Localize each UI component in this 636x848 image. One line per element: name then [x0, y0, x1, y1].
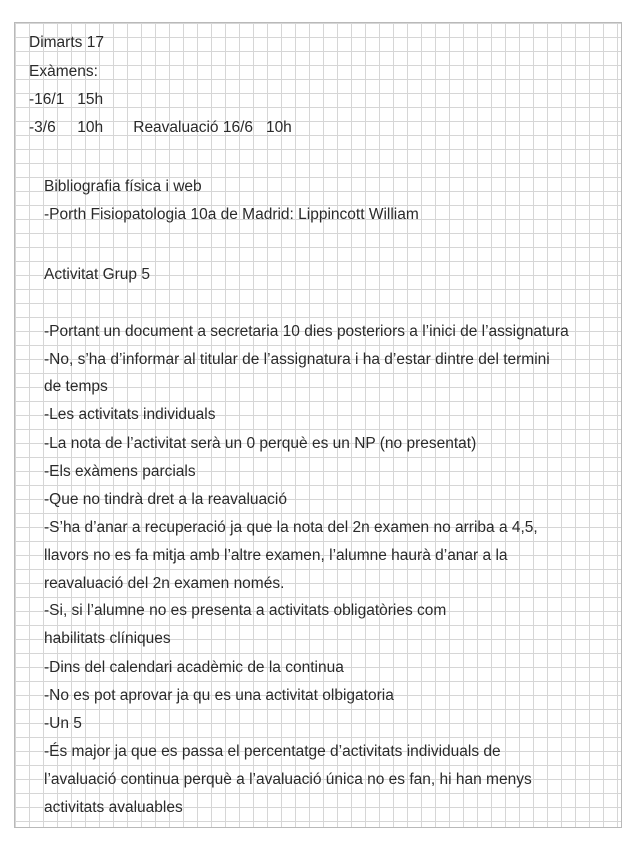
exams-label: Exàmens:	[29, 63, 98, 80]
answer-line: -Portant un document a secretaria 10 dies posteriors a l’inici de l’assignatura	[44, 323, 569, 340]
answer-line: llavors no es fa mitja amb l’altre examen, l’alumne haurà d’anar a la	[44, 547, 508, 564]
answer-line: -No es pot aprovar ja qu es una activitat olbigatoria	[44, 687, 394, 704]
answer-line: -Els exàmens parcials	[44, 463, 196, 480]
answer-line: -No, s’ha d’informar al titular de l’assignatura i ha d’estar dintre del termini	[44, 351, 550, 368]
answer-line: -La nota de l’activitat serà un 0 perquè es un NP (no presentat)	[44, 435, 477, 452]
answer-line: -Dins del calendari acadèmic de la continua	[44, 659, 344, 676]
answer-line: -Un 5	[44, 715, 82, 732]
answer-line: de temps	[44, 378, 108, 395]
answer-line: -És major ja que es passa el percentatge d’activitats individuals de	[44, 743, 501, 760]
answer-line: l’avaluació continua perquè a l’avaluació única no es fan, hi han menys	[44, 771, 532, 788]
answer-line: activitats avaluables	[44, 799, 183, 816]
exam-date-1: -16/1 15h	[29, 91, 104, 108]
date-heading: Dimarts 17	[29, 34, 104, 51]
answer-line: -Si, si l’alumne no es presenta a activitats obligatòries com	[44, 602, 447, 619]
answer-line: reavaluació del 2n examen només.	[44, 575, 285, 592]
activity-title: Activitat Grup 5	[44, 266, 150, 283]
answer-line: -S’ha d’anar a recuperació ja que la nota del 2n examen no arriba a 4,5,	[44, 519, 538, 536]
answer-line: -Que no tindrà dret a la reavaluació	[44, 491, 287, 508]
exam-date-2: -3/6 10h Reavaluació 16/6 10h	[29, 119, 292, 136]
answer-line: -Les activitats individuals	[44, 406, 216, 423]
grid-paper-page	[14, 22, 622, 828]
answer-line: habilitats clíniques	[44, 630, 171, 647]
bibliography-item: -Porth Fisiopatologia 10a de Madrid: Lippincott William	[44, 206, 419, 223]
bibliography-title: Bibliografia física i web	[44, 178, 202, 195]
